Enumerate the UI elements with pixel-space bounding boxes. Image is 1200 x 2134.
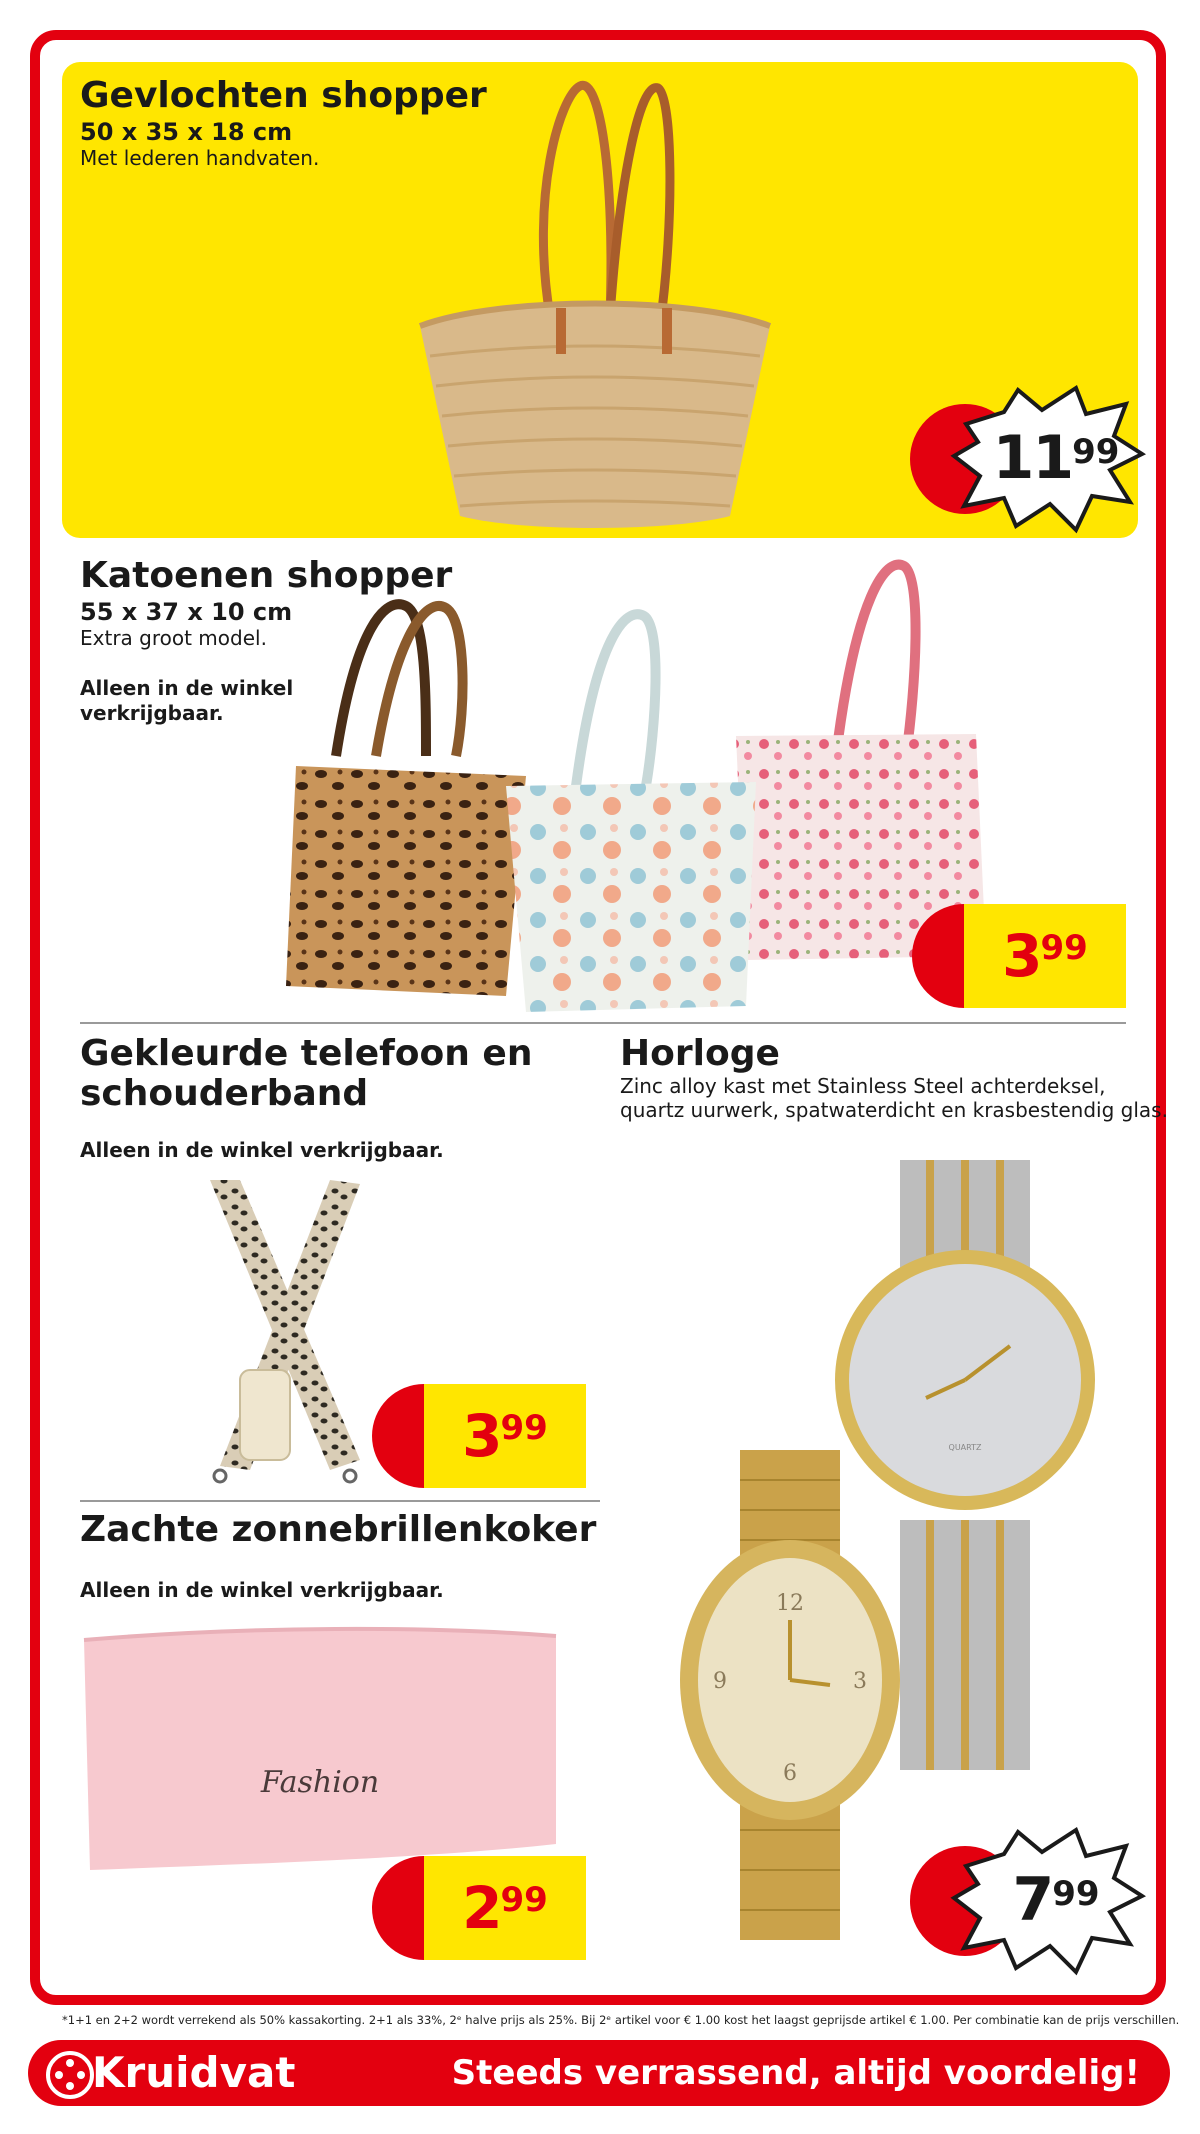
store-only-note: verkrijgbaar. <box>80 701 224 725</box>
store-only-note: Alleen in de winkel <box>80 676 294 700</box>
product-desc: Met lederen handvaten. <box>80 146 320 170</box>
price-burst-watch <box>910 1826 1150 1976</box>
price-cents: 99 <box>1072 432 1120 472</box>
price-tag-phone-strap <box>372 1384 586 1488</box>
phone-strap-image <box>190 1170 380 1492</box>
dial-text: QUARTZ <box>948 1443 982 1452</box>
product-title: schouderband <box>80 1073 369 1114</box>
product-size: 50 x 35 x 18 cm <box>80 118 293 146</box>
price-tag-cotton-shopper <box>912 904 1126 1008</box>
product-desc: Extra groot model. <box>80 626 267 650</box>
brand-name: Kruidvat <box>92 2048 296 2097</box>
section-divider <box>80 1022 1126 1024</box>
woven-shopper-image <box>410 76 780 528</box>
price-main: 2 <box>462 1874 501 1942</box>
case-print-text: Fashion <box>260 1765 380 1800</box>
slogan: Steeds verrassend, altijd voordelig! <box>451 2053 1140 2093</box>
product-title: Horloge <box>620 1033 780 1074</box>
legal-footnote: *1+1 en 2+2 wordt verrekend als 50% kassakorting. 2+1 als 33%, 2ᵉ halve prijs als 25%. Bij 2ᵉ artikel voor € 1.00 kost het laagst geprijsde artikel € 1.00. Per combinatie kan de prijs verschillen. <box>62 2013 1180 2027</box>
product-size: 55 x 37 x 10 cm <box>80 598 293 626</box>
watch-numeral: 3 <box>853 1669 867 1694</box>
price-main: 3 <box>1002 922 1041 990</box>
price-main: 3 <box>462 1402 501 1470</box>
watch-numeral: 12 <box>776 1591 804 1616</box>
price-cents: 99 <box>500 1408 548 1448</box>
price-tag-sunglasses-case <box>372 1856 586 1960</box>
product-desc: quartz uurwerk, spatwaterdicht en krasbestendig glas. <box>620 1098 1168 1122</box>
product-title: Gevlochten shopper <box>80 75 487 116</box>
watch-numeral: 6 <box>783 1761 797 1786</box>
price-cents: 99 <box>500 1880 548 1920</box>
price-cents: 99 <box>1040 928 1088 968</box>
price-main: 11 <box>992 423 1073 493</box>
brand-bar <box>28 2040 1170 2106</box>
watch-numeral: 9 <box>713 1669 727 1694</box>
price-main: 7 <box>1012 1865 1053 1935</box>
kruidvat-logo-icon <box>46 2051 94 2099</box>
section-divider <box>80 1500 600 1502</box>
product-desc: Zinc alloy kast met Stainless Steel achterdeksel, <box>620 1074 1106 1098</box>
store-only-note: Alleen in de winkel verkrijgbaar. <box>80 1138 444 1162</box>
price-burst-shopper <box>910 384 1150 534</box>
sunglasses-case-image <box>70 1620 570 1880</box>
product-title: Gekleurde telefoon en <box>80 1033 533 1074</box>
store-only-note: Alleen in de winkel verkrijgbaar. <box>80 1578 444 1602</box>
product-title: Katoenen shopper <box>80 555 453 596</box>
product-title: Zachte zonnebrillenkoker <box>80 1509 597 1550</box>
price-cents: 99 <box>1052 1874 1100 1914</box>
